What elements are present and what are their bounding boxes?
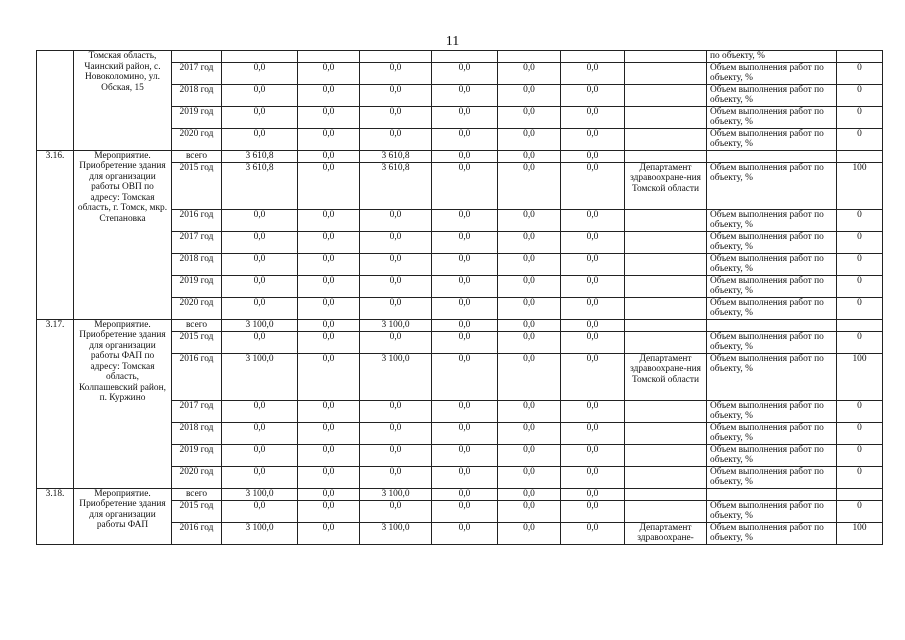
total-cell: 0,0 xyxy=(222,400,298,422)
total-cell: 0,0 xyxy=(222,128,298,150)
other-cell: 0,0 xyxy=(498,209,561,231)
total-cell: 0,0 xyxy=(222,253,298,275)
federal-cell: 0,0 xyxy=(298,400,360,422)
total-cell: 3 610,8 xyxy=(222,162,298,209)
year-cell: всего xyxy=(172,488,222,500)
local-cell: 0,0 xyxy=(432,150,498,162)
department-cell xyxy=(625,466,707,488)
indicator-value-cell: 0 xyxy=(837,253,883,275)
local-cell: 0,0 xyxy=(432,128,498,150)
federal-cell: 0,0 xyxy=(298,488,360,500)
extra-cell: 0,0 xyxy=(561,150,625,162)
total-cell: 0,0 xyxy=(222,500,298,522)
local-cell: 0,0 xyxy=(432,253,498,275)
year-cell: всего xyxy=(172,319,222,331)
indicator-value-cell xyxy=(837,319,883,331)
extra-cell: 0,0 xyxy=(561,353,625,400)
regional-cell: 0,0 xyxy=(360,466,432,488)
local-cell: 0,0 xyxy=(432,106,498,128)
local-cell xyxy=(432,51,498,63)
indicator-value-cell: 0 xyxy=(837,500,883,522)
extra-cell: 0,0 xyxy=(561,522,625,544)
total-cell: 0,0 xyxy=(222,297,298,319)
regional-cell: 0,0 xyxy=(360,500,432,522)
other-cell: 0,0 xyxy=(498,488,561,500)
regional-cell: 0,0 xyxy=(360,253,432,275)
regional-cell: 0,0 xyxy=(360,275,432,297)
indicator-value-cell xyxy=(837,150,883,162)
year-cell: 2017 год xyxy=(172,62,222,84)
other-cell: 0,0 xyxy=(498,331,561,353)
indicator-cell: Объем выполнения работ по объекту, % xyxy=(707,522,837,544)
federal-cell: 0,0 xyxy=(298,331,360,353)
year-cell: 2019 год xyxy=(172,106,222,128)
department-cell: Департамент здравоохране-ния Томской области xyxy=(625,353,707,400)
year-cell xyxy=(172,51,222,63)
indicator-cell: Объем выполнения работ по объекту, % xyxy=(707,444,837,466)
indicator-value-cell: 0 xyxy=(837,297,883,319)
indicator-value-cell: 0 xyxy=(837,231,883,253)
regional-cell: 0,0 xyxy=(360,297,432,319)
local-cell: 0,0 xyxy=(432,400,498,422)
year-cell: 2020 год xyxy=(172,128,222,150)
other-cell: 0,0 xyxy=(498,500,561,522)
federal-cell: 0,0 xyxy=(298,297,360,319)
year-cell: 2017 год xyxy=(172,231,222,253)
total-cell: 0,0 xyxy=(222,444,298,466)
regional-cell: 3 100,0 xyxy=(360,522,432,544)
other-cell: 0,0 xyxy=(498,253,561,275)
other-cell: 0,0 xyxy=(498,128,561,150)
total-cell: 0,0 xyxy=(222,62,298,84)
table-row xyxy=(37,150,883,162)
total-cell: 3 100,0 xyxy=(222,488,298,500)
other-cell: 0,0 xyxy=(498,84,561,106)
indicator-value-cell: 100 xyxy=(837,353,883,400)
federal-cell: 0,0 xyxy=(298,231,360,253)
total-cell: 3 100,0 xyxy=(222,353,298,400)
item-name: Мероприятие. Приобретение здания для организации работы ФАП xyxy=(74,488,172,544)
extra-cell: 0,0 xyxy=(561,488,625,500)
indicator-value-cell: 0 xyxy=(837,466,883,488)
indicator-value-cell: 0 xyxy=(837,422,883,444)
federal-cell: 0,0 xyxy=(298,466,360,488)
department-cell xyxy=(625,62,707,84)
year-cell: 2019 год xyxy=(172,275,222,297)
indicator-value-cell: 0 xyxy=(837,128,883,150)
regional-cell: 0,0 xyxy=(360,331,432,353)
item-name: Томская область, Чаинский район, с. Новоколомино, ул. Обская, 15 xyxy=(74,51,172,151)
department-cell xyxy=(625,488,707,500)
indicator-value-cell: 0 xyxy=(837,62,883,84)
regional-cell: 0,0 xyxy=(360,422,432,444)
department-cell xyxy=(625,400,707,422)
department-cell xyxy=(625,422,707,444)
indicator-value-cell: 0 xyxy=(837,84,883,106)
other-cell: 0,0 xyxy=(498,353,561,400)
federal-cell: 0,0 xyxy=(298,522,360,544)
indicator-cell: Объем выполнения работ по объекту, % xyxy=(707,422,837,444)
other-cell: 0,0 xyxy=(498,106,561,128)
extra-cell: 0,0 xyxy=(561,62,625,84)
local-cell: 0,0 xyxy=(432,209,498,231)
department-cell xyxy=(625,297,707,319)
federal-cell: 0,0 xyxy=(298,162,360,209)
federal-cell: 0,0 xyxy=(298,150,360,162)
local-cell: 0,0 xyxy=(432,84,498,106)
year-cell: 2015 год xyxy=(172,162,222,209)
regional-cell: 3 100,0 xyxy=(360,488,432,500)
total-cell: 0,0 xyxy=(222,331,298,353)
indicator-value-cell: 0 xyxy=(837,444,883,466)
regional-cell xyxy=(360,51,432,63)
other-cell xyxy=(498,51,561,63)
regional-cell: 0,0 xyxy=(360,106,432,128)
regional-cell: 3 100,0 xyxy=(360,319,432,331)
other-cell: 0,0 xyxy=(498,162,561,209)
extra-cell: 0,0 xyxy=(561,466,625,488)
indicator-value-cell xyxy=(837,488,883,500)
department-cell xyxy=(625,444,707,466)
regional-cell: 0,0 xyxy=(360,231,432,253)
indicator-value-cell: 0 xyxy=(837,209,883,231)
year-cell: 2018 год xyxy=(172,253,222,275)
extra-cell: 0,0 xyxy=(561,444,625,466)
federal-cell: 0,0 xyxy=(298,128,360,150)
federal-cell: 0,0 xyxy=(298,62,360,84)
indicator-cell: Объем выполнения работ по объекту, % xyxy=(707,331,837,353)
year-cell: 2018 год xyxy=(172,422,222,444)
indicator-cell: Объем выполнения работ по объекту, % xyxy=(707,353,837,400)
other-cell: 0,0 xyxy=(498,231,561,253)
indicator-cell xyxy=(707,488,837,500)
indicator-value-cell: 0 xyxy=(837,106,883,128)
extra-cell: 0,0 xyxy=(561,331,625,353)
extra-cell: 0,0 xyxy=(561,106,625,128)
year-cell: 2016 год xyxy=(172,522,222,544)
item-name: Мероприятие. Приобретение здания для организации работы ОВП по адресу: Томская область, г. Томск, мкр. Степановка xyxy=(74,150,172,319)
department-cell xyxy=(625,51,707,63)
indicator-cell: по объекту, % xyxy=(707,51,837,63)
total-cell: 0,0 xyxy=(222,84,298,106)
regional-cell: 0,0 xyxy=(360,128,432,150)
federal-cell: 0,0 xyxy=(298,209,360,231)
regional-cell: 0,0 xyxy=(360,209,432,231)
local-cell: 0,0 xyxy=(432,444,498,466)
item-number: 3.18. xyxy=(37,488,74,544)
extra-cell: 0,0 xyxy=(561,162,625,209)
department-cell xyxy=(625,319,707,331)
federal-cell: 0,0 xyxy=(298,319,360,331)
extra-cell: 0,0 xyxy=(561,84,625,106)
total-cell: 3 100,0 xyxy=(222,522,298,544)
indicator-value-cell xyxy=(837,51,883,63)
regional-cell: 0,0 xyxy=(360,400,432,422)
regional-cell: 3 100,0 xyxy=(360,353,432,400)
indicator-cell: Объем выполнения работ по объекту, % xyxy=(707,84,837,106)
indicator-cell: Объем выполнения работ по объекту, % xyxy=(707,209,837,231)
other-cell: 0,0 xyxy=(498,150,561,162)
department-cell xyxy=(625,500,707,522)
department-cell xyxy=(625,150,707,162)
extra-cell: 0,0 xyxy=(561,275,625,297)
year-cell: всего xyxy=(172,150,222,162)
indicator-cell: Объем выполнения работ по объекту, % xyxy=(707,106,837,128)
year-cell: 2016 год xyxy=(172,353,222,400)
local-cell: 0,0 xyxy=(432,162,498,209)
extra-cell: 0,0 xyxy=(561,319,625,331)
extra-cell: 0,0 xyxy=(561,422,625,444)
year-cell: 2019 год xyxy=(172,444,222,466)
table-row xyxy=(37,51,883,63)
item-number: 3.16. xyxy=(37,150,74,319)
regional-cell: 3 610,8 xyxy=(360,162,432,209)
total-cell xyxy=(222,51,298,63)
department-cell xyxy=(625,106,707,128)
indicator-value-cell: 0 xyxy=(837,331,883,353)
local-cell: 0,0 xyxy=(432,466,498,488)
federal-cell: 0,0 xyxy=(298,275,360,297)
total-cell: 0,0 xyxy=(222,422,298,444)
extra-cell: 0,0 xyxy=(561,400,625,422)
local-cell: 0,0 xyxy=(432,488,498,500)
department-cell xyxy=(625,231,707,253)
item-number xyxy=(37,51,74,151)
local-cell: 0,0 xyxy=(432,275,498,297)
federal-cell xyxy=(298,51,360,63)
indicator-cell: Объем выполнения работ по объекту, % xyxy=(707,500,837,522)
local-cell: 0,0 xyxy=(432,353,498,400)
year-cell: 2020 год xyxy=(172,297,222,319)
year-cell: 2016 год xyxy=(172,209,222,231)
other-cell: 0,0 xyxy=(498,319,561,331)
indicator-cell: Объем выполнения работ по объекту, % xyxy=(707,466,837,488)
year-cell: 2018 год xyxy=(172,84,222,106)
department-cell xyxy=(625,331,707,353)
regional-cell: 0,0 xyxy=(360,84,432,106)
total-cell: 3 100,0 xyxy=(222,319,298,331)
extra-cell: 0,0 xyxy=(561,209,625,231)
other-cell: 0,0 xyxy=(498,422,561,444)
local-cell: 0,0 xyxy=(432,331,498,353)
local-cell: 0,0 xyxy=(432,522,498,544)
federal-cell: 0,0 xyxy=(298,106,360,128)
federal-cell: 0,0 xyxy=(298,444,360,466)
department-cell: Департамент здравоохране-ния Томской области xyxy=(625,162,707,209)
regional-cell: 0,0 xyxy=(360,444,432,466)
indicator-cell: Объем выполнения работ по объекту, % xyxy=(707,62,837,84)
indicator-cell xyxy=(707,319,837,331)
local-cell: 0,0 xyxy=(432,319,498,331)
other-cell: 0,0 xyxy=(498,400,561,422)
extra-cell: 0,0 xyxy=(561,128,625,150)
indicator-cell: Объем выполнения работ по объекту, % xyxy=(707,231,837,253)
indicator-value-cell: 0 xyxy=(837,275,883,297)
total-cell: 3 610,8 xyxy=(222,150,298,162)
local-cell: 0,0 xyxy=(432,500,498,522)
indicator-cell: Объем выполнения работ по объекту, % xyxy=(707,297,837,319)
department-cell xyxy=(625,128,707,150)
total-cell: 0,0 xyxy=(222,209,298,231)
item-number: 3.17. xyxy=(37,319,74,488)
total-cell: 0,0 xyxy=(222,106,298,128)
indicator-cell: Объем выполнения работ по объекту, % xyxy=(707,128,837,150)
table-row xyxy=(37,319,883,331)
total-cell: 0,0 xyxy=(222,275,298,297)
other-cell: 0,0 xyxy=(498,62,561,84)
extra-cell: 0,0 xyxy=(561,297,625,319)
other-cell: 0,0 xyxy=(498,444,561,466)
other-cell: 0,0 xyxy=(498,522,561,544)
federal-cell: 0,0 xyxy=(298,500,360,522)
federal-cell: 0,0 xyxy=(298,84,360,106)
other-cell: 0,0 xyxy=(498,275,561,297)
extra-cell: 0,0 xyxy=(561,253,625,275)
indicator-value-cell: 100 xyxy=(837,162,883,209)
extra-cell: 0,0 xyxy=(561,231,625,253)
indicator-cell xyxy=(707,150,837,162)
indicator-value-cell: 100 xyxy=(837,522,883,544)
department-cell: Департамент здравоохране- xyxy=(625,522,707,544)
item-name: Мероприятие. Приобретение здания для организации работы ФАП по адресу: Томская область, Колпашевский район, п. Куржино xyxy=(74,319,172,488)
regional-cell: 0,0 xyxy=(360,62,432,84)
table-row xyxy=(37,488,883,500)
department-cell xyxy=(625,209,707,231)
indicator-cell: Объем выполнения работ по объекту, % xyxy=(707,162,837,209)
local-cell: 0,0 xyxy=(432,422,498,444)
indicator-cell: Объем выполнения работ по объекту, % xyxy=(707,275,837,297)
year-cell: 2020 год xyxy=(172,466,222,488)
local-cell: 0,0 xyxy=(432,62,498,84)
year-cell: 2015 год xyxy=(172,500,222,522)
local-cell: 0,0 xyxy=(432,231,498,253)
year-cell: 2015 год xyxy=(172,331,222,353)
department-cell xyxy=(625,253,707,275)
federal-cell: 0,0 xyxy=(298,422,360,444)
indicator-cell: Объем выполнения работ по объекту, % xyxy=(707,253,837,275)
department-cell xyxy=(625,84,707,106)
indicator-cell: Объем выполнения работ по объекту, % xyxy=(707,400,837,422)
federal-cell: 0,0 xyxy=(298,353,360,400)
other-cell: 0,0 xyxy=(498,466,561,488)
page-number: 11 xyxy=(445,34,460,49)
total-cell: 0,0 xyxy=(222,231,298,253)
year-cell: 2017 год xyxy=(172,400,222,422)
total-cell: 0,0 xyxy=(222,466,298,488)
extra-cell: 0,0 xyxy=(561,500,625,522)
federal-cell: 0,0 xyxy=(298,253,360,275)
other-cell: 0,0 xyxy=(498,297,561,319)
local-cell: 0,0 xyxy=(432,297,498,319)
program-table xyxy=(36,50,883,545)
regional-cell: 3 610,8 xyxy=(360,150,432,162)
department-cell xyxy=(625,275,707,297)
extra-cell xyxy=(561,51,625,63)
indicator-value-cell: 0 xyxy=(837,400,883,422)
